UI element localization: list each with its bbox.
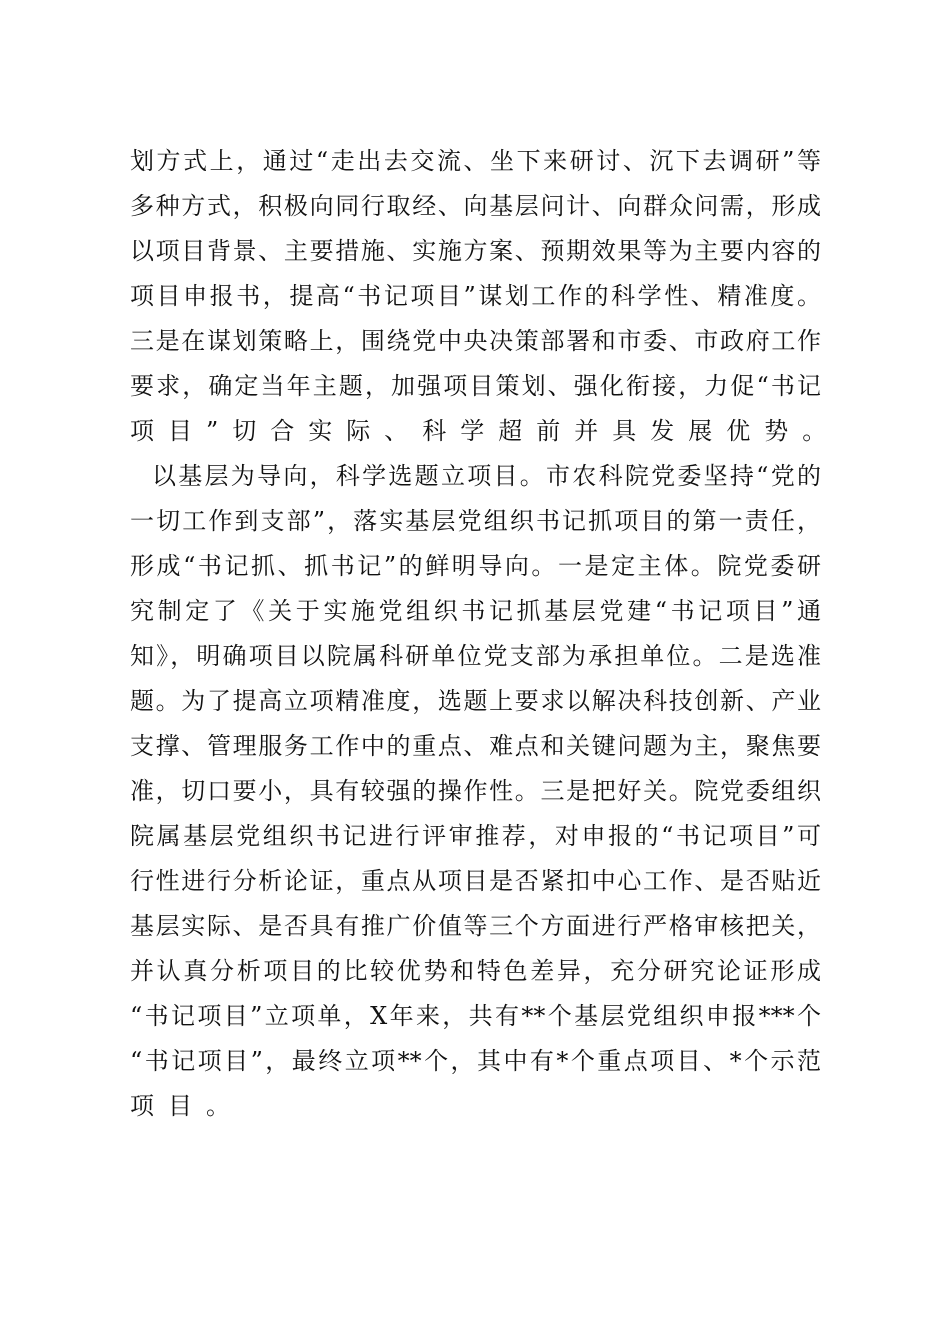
paragraph-line: 究制定了《关于实施党组织书记抓基层党建“书记项目”通 <box>130 597 821 625</box>
paragraph-line: 一切工作到支部”，落实基层党组织书记抓项目的第一责任， <box>130 507 821 535</box>
paragraph-line: 题。为了提高立项精准度，选题上要求以解决科技创新、产业 <box>130 687 821 715</box>
paragraph-line: 以项目背景、主要措施、实施方案、预期效果等为主要内容的 <box>130 237 821 265</box>
paragraph-line: 要求，确定当年主题，加强项目策划、强化衔接，力促“书记 <box>130 372 821 400</box>
paragraph-line: 以基层为导向，科学选题立项目。市农科院党委坚持“党的 <box>152 462 821 490</box>
paragraph-line: “书记项目”立项单，X年来，共有**个基层党组织申报***个 <box>130 1002 821 1030</box>
paragraph-line: 行性进行分析论证，重点从项目是否紧扣中心工作、是否贴近 <box>130 867 821 895</box>
paragraph-line: 并认真分析项目的比较优势和特色差异，充分研究论证形成 <box>130 957 821 985</box>
paragraph-line: 形成“书记抓、抓书记”的鲜明导向。一是定主体。院党委研 <box>130 552 821 580</box>
paragraph-line: 知》，明确项目以院属科研单位党支部为承担单位。二是选准 <box>130 642 821 670</box>
paragraph-line: 基层实际、是否具有推广价值等三个方面进行严格审核把关， <box>130 912 821 940</box>
paragraph-line: 项目”切合实际、科学超前并具发展优势。 <box>130 417 841 445</box>
paragraph-line: 三是在谋划策略上，围绕党中央决策部署和市委、市政府工作 <box>130 327 821 355</box>
paragraph-line: “书记项目”，最终立项**个，其中有*个重点项目、*个示范 <box>130 1047 821 1075</box>
paragraph-line: 院属基层党组织书记进行评审推荐，对申报的“书记项目”可 <box>130 822 821 850</box>
paragraph-line: 支撑、管理服务工作中的重点、难点和关键问题为主，聚焦要 <box>130 732 821 760</box>
document-page <box>130 139 841 1129</box>
paragraph-line: 准，切口要小，具有较强的操作性。三是把好关。院党委组织 <box>130 777 821 805</box>
paragraph-line: 划方式上，通过“走出去交流、坐下来研讨、沉下去调研”等 <box>130 147 821 175</box>
paragraph-line: 项目。 <box>130 1092 244 1120</box>
paragraph-line: 项目申报书，提高“书记项目”谋划工作的科学性、精准度。 <box>130 282 821 310</box>
paragraph-line: 多种方式，积极向同行取经、向基层问计、向群众问需，形成 <box>130 192 821 220</box>
